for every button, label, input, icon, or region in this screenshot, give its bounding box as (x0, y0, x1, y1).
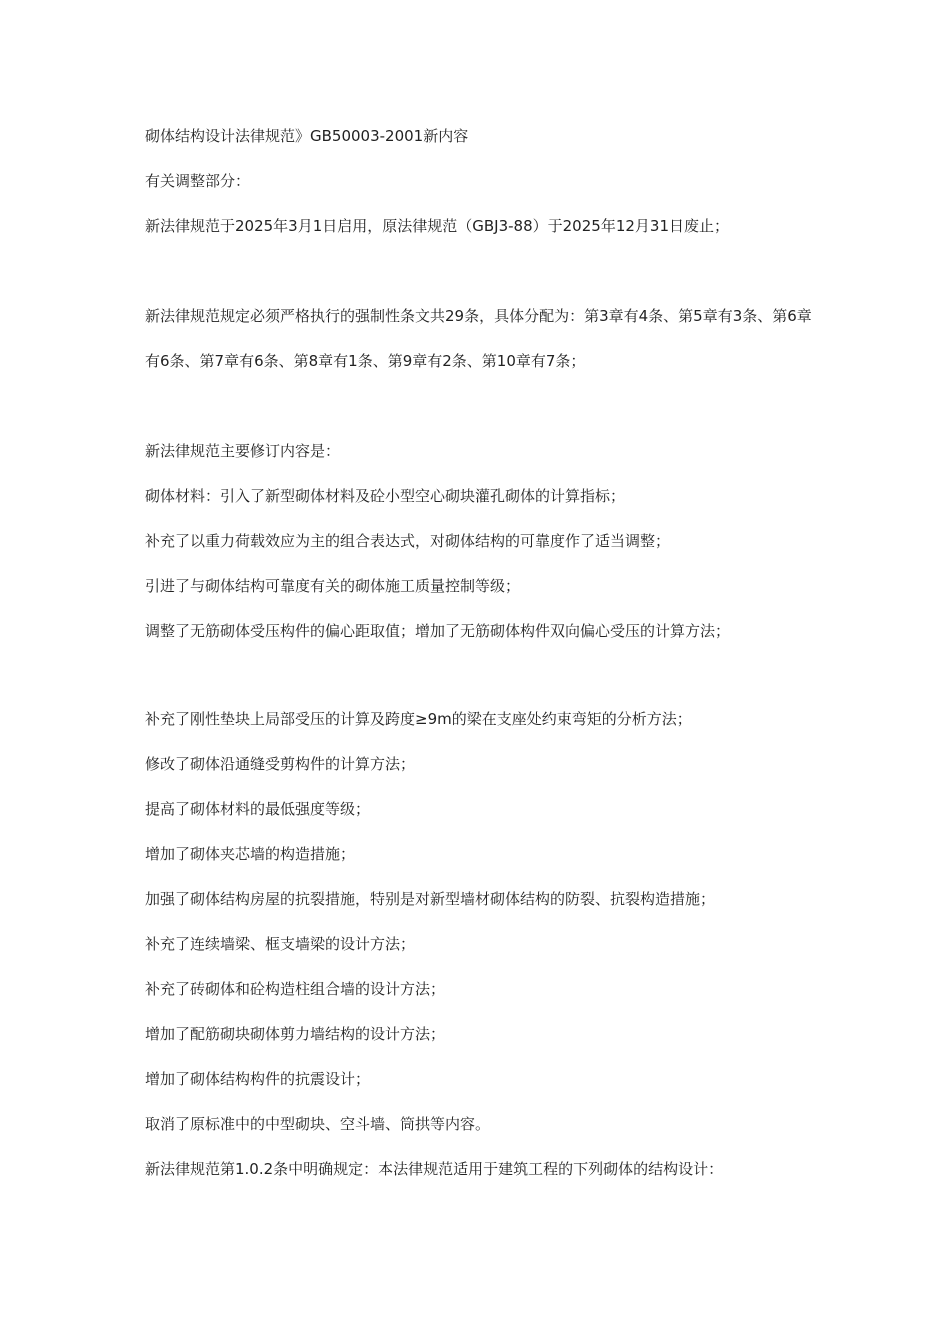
paragraph-effective-date: 新法律规范于2025年3月1日启用，原法律规范（GBJ3-88）于2025年12月31日废止； (145, 217, 729, 235)
revision-item: 调整了无筋砌体受压构件的偏心距取值；增加了无筋砌体构件双向偏心受压的计算方法； (145, 622, 731, 640)
document-title: 砌体结构设计法律规范》GB50003-2001新内容 (145, 127, 469, 145)
revision-item: 提高了砌体材料的最低强度等级； (145, 800, 371, 818)
paragraph-revision-heading: 新法律规范主要修订内容是： (145, 442, 341, 460)
revision-item: 补充了以重力荷载效应为主的组合表达式，对砌体结构的可靠度作了适当调整； (145, 532, 671, 550)
revision-item: 增加了砌体夹芯墙的构造措施； (145, 845, 356, 863)
revision-item: 修改了砌体沿通缝受剪构件的计算方法； (145, 755, 416, 773)
section-heading: 有关调整部分： (145, 172, 251, 190)
revision-item: 砌体材料：引入了新型砌体材料及砼小型空心砌块灌孔砌体的计算指标； (145, 487, 626, 505)
revision-item: 加强了砌体结构房屋的抗裂措施，特别是对新型墙材砌体结构的防裂、抗裂构造措施； (145, 890, 716, 908)
paragraph-scope: 新法律规范第1.0.2条中明确规定：本法律规范适用于建筑工程的下列砌体的结构设计： (145, 1160, 724, 1178)
revision-item: 增加了配筋砌块砌体剪力墙结构的设计方法； (145, 1025, 446, 1043)
revision-item: 引进了与砌体结构可靠度有关的砌体施工质量控制等级； (145, 577, 521, 595)
revision-item: 取消了原标准中的中型砌块、空斗墙、筒拱等内容。 (145, 1115, 491, 1133)
revision-item: 补充了连续墙梁、框支墙梁的设计方法； (145, 935, 416, 953)
revision-item: 补充了砖砌体和砼构造柱组合墙的设计方法； (145, 980, 446, 998)
revision-item: 补充了刚性垫块上局部受压的计算及跨度≥9m的梁在支座处约束弯矩的分析方法； (145, 710, 692, 728)
paragraph-mandatory-clauses: 新法律规范规定必须严格执行的强制性条文共29条，具体分配为：第3章有4条、第5章有3条、第6章有6条、第7章有6条、第8章有1条、第9章有2条、第10章有7条； (145, 307, 812, 370)
revision-item: 增加了砌体结构构件的抗震设计； (145, 1070, 371, 1088)
